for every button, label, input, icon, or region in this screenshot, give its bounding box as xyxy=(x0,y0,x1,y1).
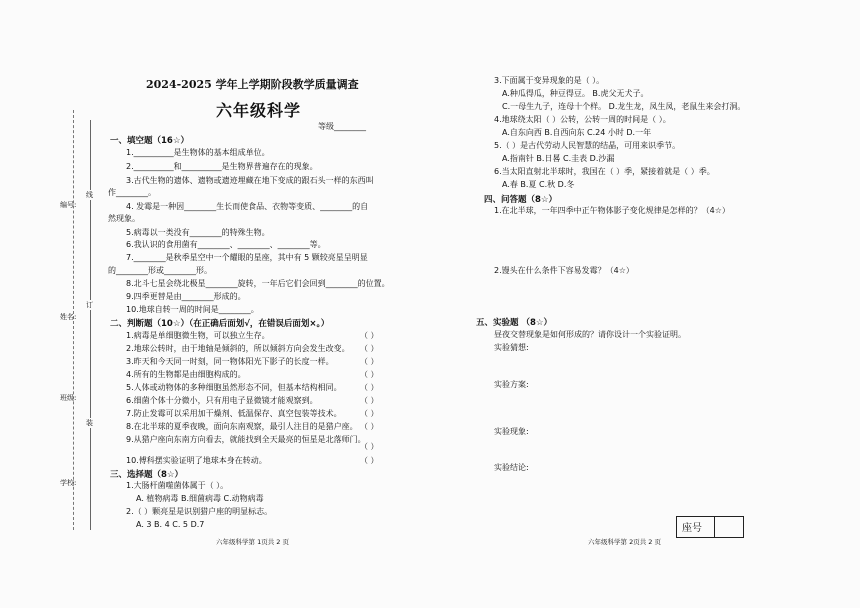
choice-item: 2.（ ）颗亮星是识别猎户座的明显标志。 xyxy=(126,507,273,516)
choice-options: A.春 B.夏 C.秋 D.冬 xyxy=(502,180,575,189)
page-footer-right: 六年级科学第 2页共 2 页 xyxy=(588,538,661,546)
fill-item: 2.__________和__________是生物界普遍存在的现象。 xyxy=(126,162,318,171)
answer-paren[interactable]: （ ） xyxy=(360,422,379,431)
fill-item: 4. 发霉是一种因________生长而使食品、衣物等变质、________的自 xyxy=(126,202,369,211)
section-choice-heading: 三、选择题（8☆） xyxy=(110,470,184,480)
qa-question: 1.在北半球，一年四季中正午物体影子变化规律是怎样的？（4☆） xyxy=(494,206,730,215)
fill-item: 的________形或________形。 xyxy=(108,266,212,275)
fill-item: 9.四季更替是由________形成的。 xyxy=(126,292,246,301)
qa-question: 2.馒头在什么条件下容易发霉？（4☆） xyxy=(494,266,634,275)
experiment-conclusion-label: 实验结论: xyxy=(494,463,529,472)
binding-line xyxy=(90,120,91,530)
choice-options: A. 3 B. 4 C. 5 D.7 xyxy=(136,520,205,529)
binding-label-school: 学校: xyxy=(60,479,77,487)
experiment-hypothesis-label: 实验猜想: xyxy=(494,343,529,352)
judge-item: 6.细菌个体十分微小，只有用电子显微镜才能观察到。 xyxy=(126,396,318,405)
choice-item: 1.大肠杆菌噬菌体属于（ ）。 xyxy=(126,481,229,490)
answer-paren[interactable]: （ ） xyxy=(360,383,379,392)
exam-subject: 六年级科学 xyxy=(216,101,302,120)
choice-item: 6.当太阳直射北半球时，我国在（ ）季，紧接着就是（ ）季。 xyxy=(494,167,715,176)
section-experiment-heading: 五、实验题 （8☆） xyxy=(476,318,552,328)
fill-item: 作________。 xyxy=(108,188,156,197)
choice-options: C.一母生九子，连母十个样。 D.龙生龙，凤生凤，老鼠生来会打洞。 xyxy=(502,102,746,111)
answer-paren[interactable]: （ ） xyxy=(360,357,379,366)
seat-number-label: 座号 xyxy=(682,523,702,534)
judge-item: 4.所有的生物都是由细胞构成的。 xyxy=(126,370,246,379)
section-judge-heading: 二、判断题（10☆）（在正确后面划√，在错误后面划×。） xyxy=(110,319,330,329)
answer-paren[interactable]: （ ） xyxy=(360,370,379,379)
choice-item: 4.地球绕太阳（ ）公转，公转一周的时间是（ ）。 xyxy=(494,115,671,124)
fill-item: 8.北斗七星会绕北极星________旋转，一年后它们会回到________的位置。 xyxy=(126,279,390,288)
judge-item: 2.地球公转时，由于地轴是倾斜的，所以倾斜方向会发生改变。 xyxy=(126,344,350,353)
seat-number-divider xyxy=(714,516,715,538)
answer-paren[interactable]: （ ） xyxy=(360,331,379,340)
choice-item: 5.（ ）是古代劳动人民智慧的结晶，可用来识季节。 xyxy=(494,141,681,150)
page-footer-left: 六年级科学第 1页共 2 页 xyxy=(216,538,289,546)
choice-options: A. 植物病毒 B.细菌病毒 C.动物病毒 xyxy=(136,494,264,503)
section-qa-heading: 四、问答题（8☆） xyxy=(484,195,558,205)
judge-item: 8.在北半球的夏季夜晚，面向东南观察，最引人注目的是猎户座。 xyxy=(126,422,358,431)
binding-mark-staple: 订 xyxy=(86,301,93,309)
grade-label: 等级________ xyxy=(318,122,366,131)
experiment-observation-label: 实验现象: xyxy=(494,427,529,436)
binding-label-class: 班级: xyxy=(60,394,77,402)
answer-paren[interactable]: （ ） xyxy=(360,344,379,353)
fill-item: 3.古代生物的遗体、遗物或遗迹埋藏在地下变成的跟石头一样的东西叫 xyxy=(126,176,374,185)
exam-title: 2024-2025 学年上学期阶段教学质量调查 xyxy=(146,78,359,91)
answer-paren[interactable]: （ ） xyxy=(360,409,379,418)
binding-label-number: 编号: xyxy=(60,201,77,209)
judge-item: 1.病毒是单细胞微生物，可以独立生存。 xyxy=(126,331,270,340)
judge-item: 5.人体或动物体的多种细胞虽然形态不同，但基本结构相同。 xyxy=(126,383,342,392)
judge-item: 7.防止发霉可以采用加干燥剂、低温保存、真空包装等技术。 xyxy=(126,409,342,418)
choice-options: A.种瓜得瓜，种豆得豆。 B.虎父无犬子。 xyxy=(502,89,649,98)
experiment-prompt: 昼夜交替现象是如何形成的？请你设计一个实验证明。 xyxy=(494,330,686,339)
answer-paren[interactable]: （ ） xyxy=(360,442,379,451)
section-fill-heading: 一、填空题（16☆） xyxy=(110,136,189,146)
choice-item: 3.下面属于变异现象的是（ ）。 xyxy=(494,76,605,85)
binding-mark-pack: 装 xyxy=(86,419,93,427)
judge-item: 9.从猎户座向东南方向看去，就能找到全天最亮的恒星是北落师门。 xyxy=(126,435,366,444)
fill-item: 然现象。 xyxy=(108,214,140,223)
fill-item: 6.我认识的食用菌有________、________、________等。 xyxy=(126,240,326,249)
judge-item: 3.昨天和今天同一时刻，同一物体阳光下影子的长度一样。 xyxy=(126,357,334,366)
fill-item: 1.__________是生物体的基本组成单位。 xyxy=(126,148,270,157)
fill-item: 7.________是秋季星空中一个耀眼的星座，其中有 5 颗较亮星呈明显 xyxy=(126,253,368,262)
judge-item: 10.傅科摆实验证明了地球本身在转动。 xyxy=(126,456,267,465)
binding-label-name: 姓名: xyxy=(60,313,77,321)
choice-options: A.自东向西 B.自西向东 C.24 小时 D.一年 xyxy=(502,128,652,137)
experiment-plan-label: 实验方案: xyxy=(494,380,529,389)
answer-paren[interactable]: （ ） xyxy=(360,456,379,465)
fill-item: 5.病毒以一类没有________的特殊生物。 xyxy=(126,228,270,237)
answer-paren[interactable]: （ ） xyxy=(360,396,379,405)
binding-mark-line: 线 xyxy=(86,191,93,199)
fill-item: 10.地球自转一周的时间是________。 xyxy=(126,305,259,314)
choice-options: A.指南针 B.日晷 C.圭表 D.沙漏 xyxy=(502,154,615,163)
